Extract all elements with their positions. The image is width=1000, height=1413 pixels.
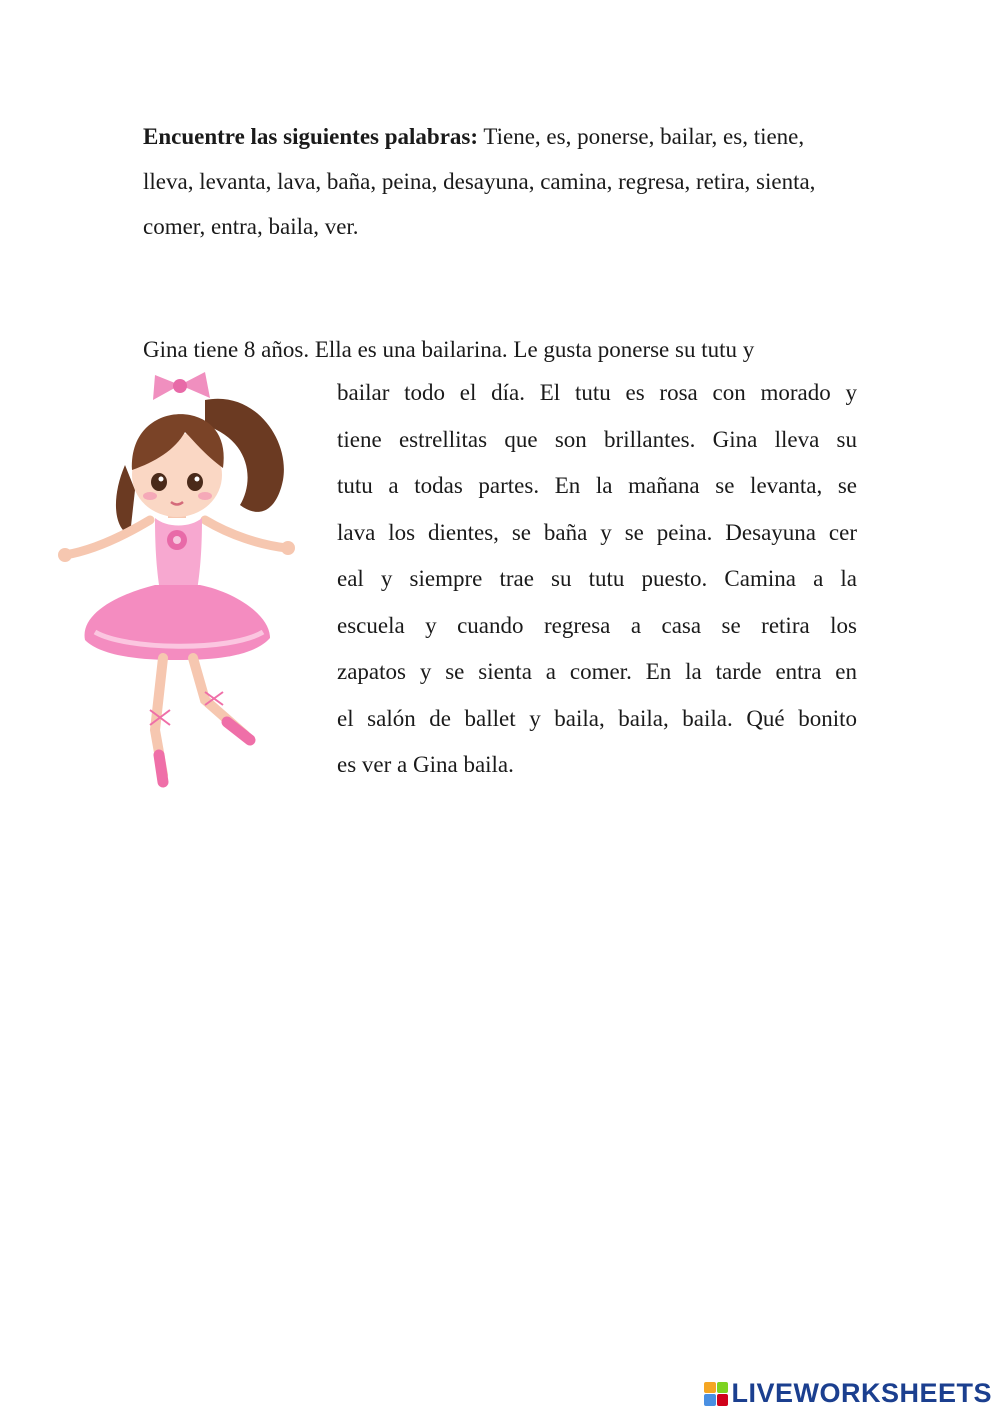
story-first-line: Gina tiene 8 años. Ella es una bailarina. Le gusta ponerse su tutu y [143,337,755,362]
story-line: lava los dientes, se baña y se peina. Desayuna cer [337,519,857,545]
instructions-word-list: Tiene, es, ponerse, bailar, es, tiene, lleva, levanta, lava, baña, peina, desayuna, camina, regresa, retira, sienta, comer, entra, baila, ver. [143,124,816,239]
story-line: es ver a Gina baila. [337,752,514,777]
story-line: bailar todo el día. El tutu es rosa con morado y [337,380,857,405]
story-line: tiene estrellitas que son brillantes. Gina lleva su [337,426,857,452]
ballerina-girl-illustration [55,370,300,790]
brand-name: LIVEWORKSHEETS [731,1378,992,1408]
instructions-paragraph [143,114,857,249]
story-line: zapatos y se sienta a comer. En la tarde entra en [337,659,857,684]
story-line: eal y siempre trae su tutu puesto. Camina a la [337,566,857,591]
instructions-label: Encuentre las siguientes palabras: [143,124,479,149]
story-body [337,370,857,789]
story-line: escuela y cuando regresa a casa se retira los [337,612,857,638]
liveworksheets-brand [704,1378,992,1409]
story-line: tutu a todas partes. En la mañana se levanta, se [337,473,857,498]
liveworksheets-logo-icon [704,1382,728,1406]
story-line: el salón de ballet y baila, baila, baila. Qué bonito [337,705,857,731]
